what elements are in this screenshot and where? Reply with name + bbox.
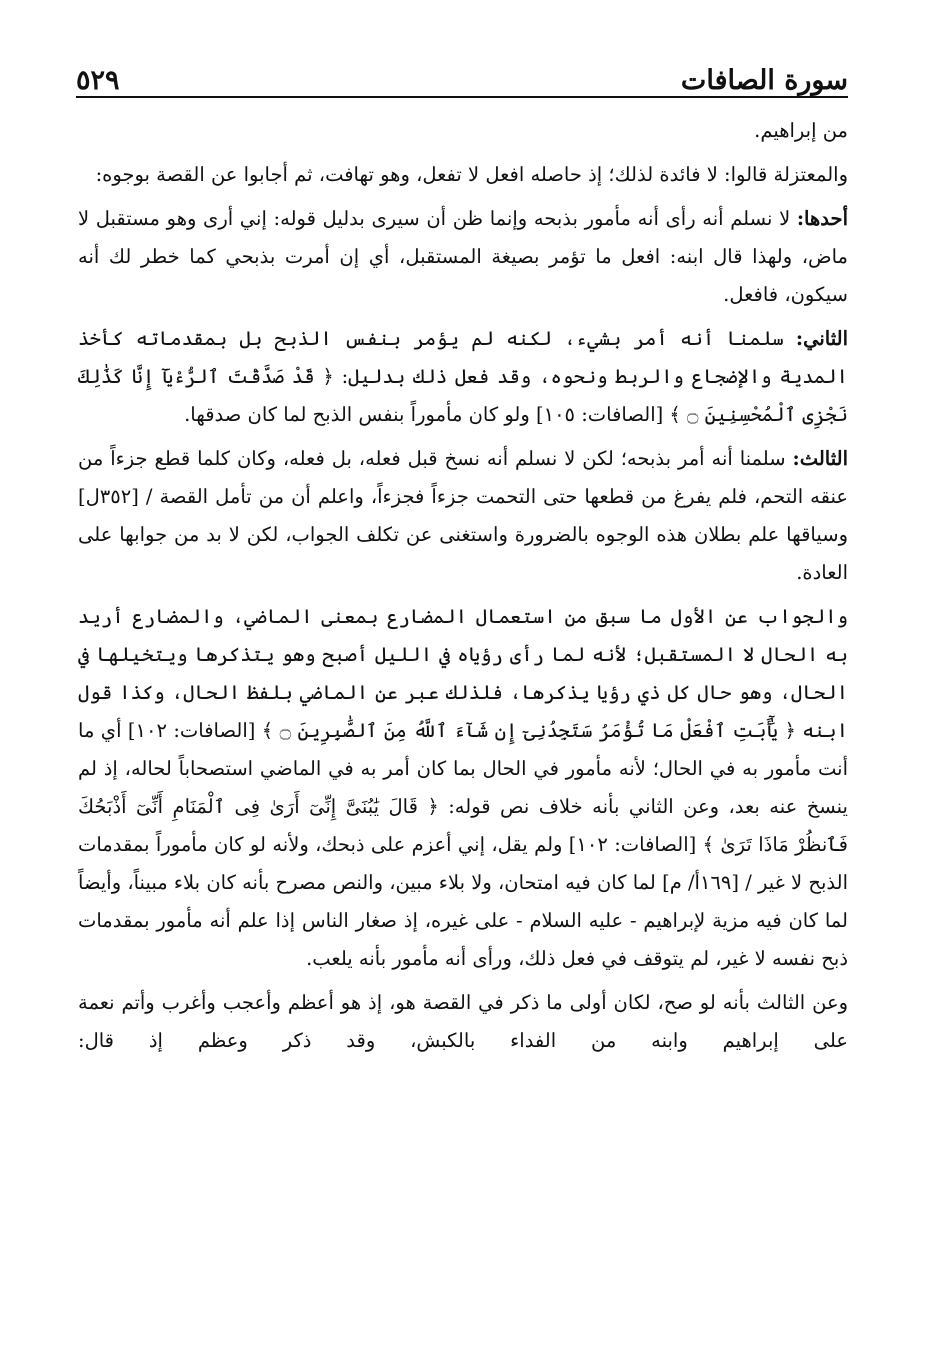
paragraph-mutazila	[78, 156, 848, 194]
paragraph-text: لا نسلم أنه رأى أنه مأمور بذبحه وإنما ظن أن سيرى بدليل قوله: إني أرى وهو مستقبل لا ماض، ولهذا قال ابنه: افعل ما تؤمر بصيغة المستقبل، أي إن أمرت بذبحي كما خطر لك أنه سيكون، فافعل.	[78, 207, 848, 306]
paragraph-text: من إبراهيم.	[754, 119, 848, 142]
sura-title: سورة الصافات	[680, 65, 848, 96]
paragraph-second-objection	[78, 320, 848, 434]
page-body	[78, 112, 848, 1066]
paragraph-first-objection	[78, 200, 848, 314]
page-header	[76, 44, 848, 94]
paragraph-text: سلمنا أنه أمر بذبحه؛ لكن لا نسلم أنه نسخ قبل فعله، بل فعله، وكان كلما قطع جزءاً من عنقه التحم، فلم يفرغ من قطعها حتى التحمت جزءاً فجزءاً، واعلم أن من تأمل القصة / [٣٥٢ل] وسياقها علم بطلان هذه الوجوه بالضرورة واستغنى عن تكلف الجواب، لكن لا بد من جوابها على العادة.	[78, 447, 848, 584]
header-divider	[76, 96, 848, 98]
paragraph-answer-first	[78, 598, 848, 978]
paragraph-third-objection	[78, 440, 848, 592]
paragraph-text: والجواب عن الأول ما سبق من استعمال المضارع بمعنى الماضي، والمضارع أريد به الحال لا المستقبل؛ لأنه لما رأى رؤياه في الليل أصبح وهو يتذكرها ويتخيلها في الحال، وهو حال كل ذي رؤيا يذكرها، فلذلك عبر عن الماضي بلفظ الحال، وكذا قول ابنه ﴿ يَٰٓأَبَتِ ٱفْعَلْ مَا تُؤْمَرُ سَتَجِدُنِىٓ إِن شَآءَ ٱللَّهُ مِنَ ٱلصَّٰبِرِينَ ۝ ﴾ [الصافات: ١٠٢] أي ما أنت مأمور به في الحال؛ لأنه مأمور في الحال بما كان أمر به في الماضي استصحاباً لحاله، إذ لم ينسخ عنه بعد، وعن الثاني بأنه خلاف نص قوله: ﴿ قَالَ يَٰبُنَىَّ إِنِّىٓ أَرَىٰ فِى ٱلْمَنَامِ أَنِّىٓ أَذْبَحُكَ فَٱنظُرْ مَاذَا تَرَىٰ ﴾ [الصافات: ١٠٢] ولم يقل، إني أعزم على ذبحك، ولأنه لو كان مأموراً بمقدمات الذبح لا غير / [١٦٩أ/ م] لما كان فيه امتحان، ولا بلاء مبين، والنص مصرح بأنه كان بلاء مبيناً، وأيضاً لما كان فيه مزية لإبراهيم - عليه السلام - على غيره، إذ صغار الناس إذا علم أنه مأمور بمقدمات ذبح نفسه لا غير، لم يتوقف في فعل ذلك، ورأى أنه مأمور بأنه يلعب.	[78, 605, 849, 970]
paragraph-lead: الثالث:	[792, 447, 848, 470]
paragraph-intro-end	[78, 112, 848, 150]
paragraph-text: والمعتزلة قالوا: لا فائدة لذلك؛ إذ حاصله افعل لا تفعل، وهو تهافت، ثم أجابوا عن القصة بوجوه:	[95, 163, 848, 186]
paragraph-lead: الثاني:	[795, 327, 848, 350]
paragraph-text: سلمنا أنه أمر بشيء، لكنه لم يؤمر بنفس الذبح بل بمقدماته كأخذ المدية والإضجاع والربط ونحوه، وقد فعل ذلك بدليل: ﴿ قَدْ صَدَّقْتَ ٱلرُّءْيَآ إِنَّا كَذَٰلِكَ نَجْزِى ٱلْمُحْسِنِينَ ۝ ﴾ [الصافات: ١٠٥] ولو كان مأموراً بنفس الذبح لما كان صدقها.	[78, 327, 848, 426]
paragraph-text: وعن الثالث بأنه لو صح، لكان أولى ما ذكر في القصة هو، إذ هو أعظم وأعجب وأغرب وأتم نعمة على إبراهيم وابنه من الفداء بالكبش، وقد ذكر وعظم إذ قال:	[78, 991, 848, 1052]
page-number: ٥٢٩	[76, 65, 120, 96]
paragraph-answer-third	[78, 984, 848, 1060]
paragraph-lead: أحدها:	[796, 207, 848, 230]
